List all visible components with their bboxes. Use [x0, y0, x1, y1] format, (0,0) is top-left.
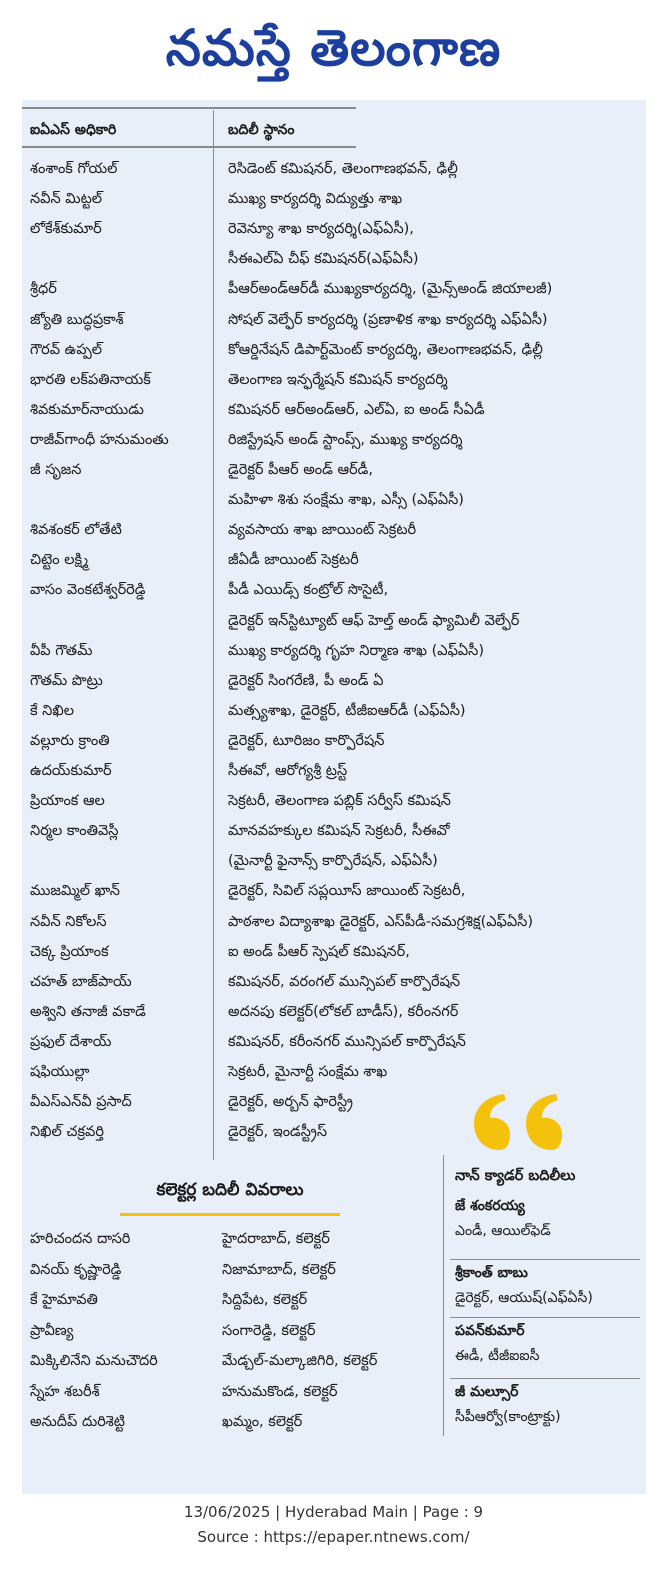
footer-date-edition: 13/06/2025 | Hyderabad Main | Page : 9 [183, 1503, 484, 1521]
officer-name: జ్యోతి బుద్ధప్రకాశ్ [30, 311, 124, 328]
non-cadre-item [455, 1198, 640, 1242]
posting: డైరెక్టర్ పీఆర్ అండ్ ఆర్‌డీ, [228, 462, 373, 478]
collector-district: సిద్దిపేట, కలెక్టర్ [222, 1292, 308, 1308]
table-row [30, 251, 640, 281]
officer-name: నవీన్ మిట్టల్ [30, 191, 103, 208]
table-row [30, 974, 640, 1004]
non-cadre-posting: సీపీఆర్వో(కాంట్రాక్టు) [455, 1409, 561, 1425]
table-row [30, 914, 640, 944]
collector-row [30, 1353, 440, 1383]
officer-name: వాసం వెంకటేశ్వర్‌రెడ్డి [30, 582, 146, 599]
posting: డైరెక్టర్ ఇన్‌స్టిట్యూట్ ఆఫ్ హెల్త్ అండ్ ఫ్యామిలీ వెల్ఫేర్ [228, 612, 520, 629]
table-row [30, 883, 640, 913]
non-cadre-name: జే శంకరయ్య [455, 1198, 525, 1214]
collector-name: స్నేహ శబరీశ్ [30, 1383, 100, 1400]
non-cadre-name: పవన్‌కుమార్ [455, 1323, 525, 1339]
table-header-rule [22, 146, 356, 148]
collector-name: కే హైమావతి [30, 1292, 98, 1308]
posting: డైరెక్టర్, అర్బన్ ఫారెస్ట్రీ [228, 1094, 354, 1111]
officer-name: చిట్టెం లక్ష్మి [30, 552, 89, 569]
officer-name: కే నిఖిల [30, 702, 75, 719]
non-cadre-posting: ఈడీ, టీజీఐఐసీ [455, 1348, 540, 1364]
collector-district: నిజామాబాద్, కలెక్టర్ [222, 1261, 336, 1278]
posting: డైరెక్టర్, ఇండస్ట్రీస్ [228, 1124, 328, 1141]
officer-name: వీఎస్ఎన్‌వీ ప్రసాద్ [30, 1094, 132, 1111]
officer-name: ప్రఫుల్ దేశాయ్ [30, 1033, 112, 1050]
non-cadre-name: శ్రీకాంత్ బాబు [455, 1265, 528, 1281]
table-row [30, 944, 640, 974]
posting: పీఆర్అండ్ఆర్‌డీ ముఖ్యకార్యదర్శి, (మైన్స్అండ్ జియాలజీ) [228, 281, 553, 298]
table-row [30, 552, 640, 582]
officer-name: లోకేశ్‌కుమార్ [30, 221, 102, 238]
officer-name: శివశంకర్ లోతేటి [30, 522, 122, 539]
collector-row [30, 1262, 440, 1292]
collector-row [30, 1292, 440, 1322]
officer-name: జీ సృజన [30, 462, 82, 478]
header-officer: ఐఏఎస్ అధికారి [30, 122, 117, 138]
non-cadre-divider [450, 1317, 640, 1318]
posting: డైరెక్టర్, సివిల్ సప్లయీస్ జాయింట్ సెక్రటరీ, [228, 883, 466, 900]
officer-name: చెక్క ప్రియాంక [30, 943, 109, 960]
table-row [30, 1034, 640, 1064]
non-cadre-divider [450, 1259, 640, 1260]
officer-name: నవీన్ నికోలస్ [30, 913, 107, 930]
posting: రెసిడెంట్ కమిషనర్, తెలంగాణభవన్, ఢిల్లీ [228, 161, 458, 177]
collector-row [30, 1384, 440, 1414]
table-row [30, 312, 640, 342]
table-row [30, 793, 640, 823]
table-row [30, 673, 640, 703]
officer-name: వీపీ గౌతమ్ [30, 642, 93, 659]
table-row [30, 763, 640, 793]
posting: మత్స్యశాఖ, డైరెక్టర్, టీజీఐఆర్‌డీ (ఎఫ్ఏసీ) [228, 702, 466, 719]
posting: పాఠశాల విద్యాశాఖ డైరెక్టర్, ఎస్‌పీడీ-సమగ్రశిక్ష(ఎఫ్ఏసీ) [228, 913, 534, 930]
collector-name: అనుదీప్ దురిశెట్టి [30, 1414, 125, 1430]
table-row [30, 281, 640, 311]
table-row [30, 1004, 640, 1034]
table-row [30, 1064, 640, 1094]
officer-name: శ్రీధర్ [30, 281, 57, 298]
posting: డైరెక్టర్, టూరిజం కార్పొరేషన్ [228, 732, 385, 749]
header-posting: బదిలీ స్థానం [228, 122, 295, 138]
collector-row [30, 1323, 440, 1353]
table-row [30, 342, 640, 372]
table-row [30, 613, 640, 643]
officer-name: గౌతమ్ పొట్రు [30, 672, 103, 689]
collector-row [30, 1231, 440, 1261]
collectors-heading-underline [120, 1213, 340, 1216]
table-header [22, 116, 356, 146]
table-row [30, 703, 640, 733]
posting: రిజిస్ట్రేషన్ అండ్ స్టాంప్స్, ముఖ్య కార్యదర్శి [228, 431, 463, 448]
officer-name: ఉదయ్‌కుమార్ [30, 763, 112, 779]
table-row [30, 823, 640, 853]
posting: కమిషనర్ ఆర్అండ్ఆర్, ఎల్ఏ, ఐ అండ్ సీఏడీ [228, 401, 485, 418]
table-row [30, 161, 640, 191]
posting: ముఖ్య కార్యదర్శి గృహ నిర్మాణ శాఖ (ఎఫ్ఏసీ) [228, 642, 485, 659]
officer-name: అశ్విని తనాజీ వకాడే [30, 1003, 146, 1020]
non-cadre-item [455, 1323, 640, 1367]
posting: సీఈఎల్ఏ చీఫ్ కమిషనర్(ఎఫ్ఏసీ) [228, 251, 419, 268]
collector-row [30, 1414, 440, 1444]
officer-name: షఫియుల్లా [30, 1064, 90, 1080]
non-cadre-heading: నాన్ క్యాడర్ బదిలీలు [455, 1168, 576, 1184]
officer-name: రాజీవ్‌గాంధీ హనుమంతు [30, 431, 169, 448]
officer-name: భారతి లక్‌పతినాయక్ [30, 371, 151, 388]
officer-name: శివకుమార్‌నాయుడు [30, 401, 144, 418]
officer-name: ముజమ్మిల్ ఖాన్ [30, 883, 120, 900]
officer-name: నిఖిల్ చక్రవర్తి [30, 1124, 104, 1141]
posting: వ్యవసాయ శాఖ జాయింట్ సెక్రటరీ [228, 522, 417, 539]
officer-name: చహత్ బాజ్‌పాయ్ [30, 973, 132, 990]
collector-name: వినయ్ కృష్ణారెడ్డి [30, 1261, 122, 1278]
posting: సెక్రటరీ, మైనార్టీ సంక్షేమ శాఖ [228, 1064, 388, 1080]
non-cadre-posting: ఎండీ, ఆయిల్‌ఫెడ్ [455, 1223, 551, 1239]
posting: అదనపు కలెక్టర్(లోకల్ బాడీస్), కరీంనగర్ [228, 1003, 459, 1020]
footer-source: Source : https://epaper.ntnews.com/ [197, 1528, 470, 1546]
posting: (మైనార్టీ ఫైనాన్స్ కార్పొరేషన్, ఎఫ్ఏసీ) [228, 853, 438, 870]
officer-name: వల్లూరు క్రాంతి [30, 732, 110, 749]
non-cadre-posting: డైరెక్టర్, ఆయుష్(ఎఫ్ఏసీ) [455, 1290, 593, 1306]
table-top-rule [22, 107, 356, 109]
table-row [30, 733, 640, 763]
non-cadre-item [455, 1384, 640, 1428]
table-row [30, 372, 640, 402]
table-row [30, 402, 640, 432]
officer-name: శంశాంక్ గోయల్ [30, 161, 118, 177]
table-row [30, 462, 640, 492]
posting: రెవెన్యూ శాఖ కార్యదర్శి(ఎఫ్ఏసీ), [228, 221, 414, 238]
posting: కమిషనర్, కరీంనగర్ మున్సిపల్ కార్పొరేషన్ [228, 1033, 466, 1050]
non-cadre-name: జీ మల్సూర్ [455, 1384, 519, 1400]
posting: సోషల్ వెల్ఫేర్ కార్యదర్శి (ప్రణాళిక శాఖ కార్యదర్శి ఎఫ్ఏసీ) [228, 311, 548, 328]
officer-name: గౌరవ్ ఉప్పల్ [30, 341, 103, 358]
quote-mark-icon [470, 1092, 580, 1152]
officer-name: ప్రియాంక ఆల [30, 793, 105, 810]
table-row [30, 522, 640, 552]
non-cadre-item [455, 1265, 640, 1309]
table-row [30, 432, 640, 462]
table-row [30, 582, 640, 612]
posting: తెలంగాణ ఇన్ఫర్మేషన్ కమిషన్ కార్యదర్శి [228, 371, 448, 388]
collector-district: హనుమకొండ, కలెక్టర్ [222, 1383, 338, 1400]
posting: కోఆర్డినేషన్ డిపార్ట్‌మెంట్ కార్యదర్శి, తెలంగాణభవన్, ఢిల్లీ [228, 341, 543, 358]
posting: సెక్రటరీ, తెలంగాణ పబ్లిక్ సర్వీస్ కమిషన్ [228, 793, 451, 810]
table-row [30, 853, 640, 883]
collector-district: సంగారెడ్డి, కలెక్టర్ [222, 1322, 316, 1339]
posting: ముఖ్య కార్యదర్శి విద్యుత్తు శాఖ [228, 191, 403, 208]
posting: పీడీ ఎయిడ్స్ కంట్రోల్ సొసైటీ, [228, 582, 389, 599]
non-cadre-divider [450, 1378, 640, 1379]
masthead [0, 8, 667, 88]
table-row [30, 492, 640, 522]
collector-name: ప్రావీణ్య [30, 1322, 74, 1339]
collector-district: హైదరాబాద్, కలెక్టర్ [222, 1231, 330, 1247]
newspaper-logo: నమస్తే తెలంగాణ [165, 18, 502, 77]
collector-name: హరిచందన దాసరి [30, 1231, 131, 1247]
posting: కమిషనర్, వరంగల్ మున్సిపల్ కార్పొరేషన్ [228, 973, 461, 990]
table-row [30, 191, 640, 221]
posting: మహిళా శిశు సంక్షేమ శాఖ, ఎస్సీ (ఎఫ్ఏసీ) [228, 492, 464, 509]
posting: మానవహక్కుల కమిషన్ సెక్రటరీ, సీఈవో [228, 823, 450, 840]
posting: డైరెక్టర్ సింగరేణి, పీ అండ్ ఏ [228, 672, 384, 689]
table-row [30, 221, 640, 251]
posting: సీఈవో, ఆరోగ్యశ్రీ ట్రస్ట్ [228, 763, 348, 779]
table-row [30, 643, 640, 673]
posting: ఐ అండ్ పీఆర్ స్పెషల్ కమిషనర్, [228, 943, 410, 960]
collector-name: మిక్కిలినేని మనుచౌదరి [30, 1353, 158, 1369]
posting: జీఏడీ జాయింట్ సెక్రటరీ [228, 552, 359, 569]
collector-district: మేడ్చల్-మల్కాజిగిరి, కలెక్టర్ [222, 1353, 378, 1369]
collectors-heading: కలెక్టర్ల బదిలీ వివరాలు [156, 1180, 304, 1200]
officer-name: నిర్మల కాంతివెస్లీ [30, 823, 119, 840]
collector-district: ఖమ్మం, కలెక్టర్ [222, 1414, 303, 1430]
